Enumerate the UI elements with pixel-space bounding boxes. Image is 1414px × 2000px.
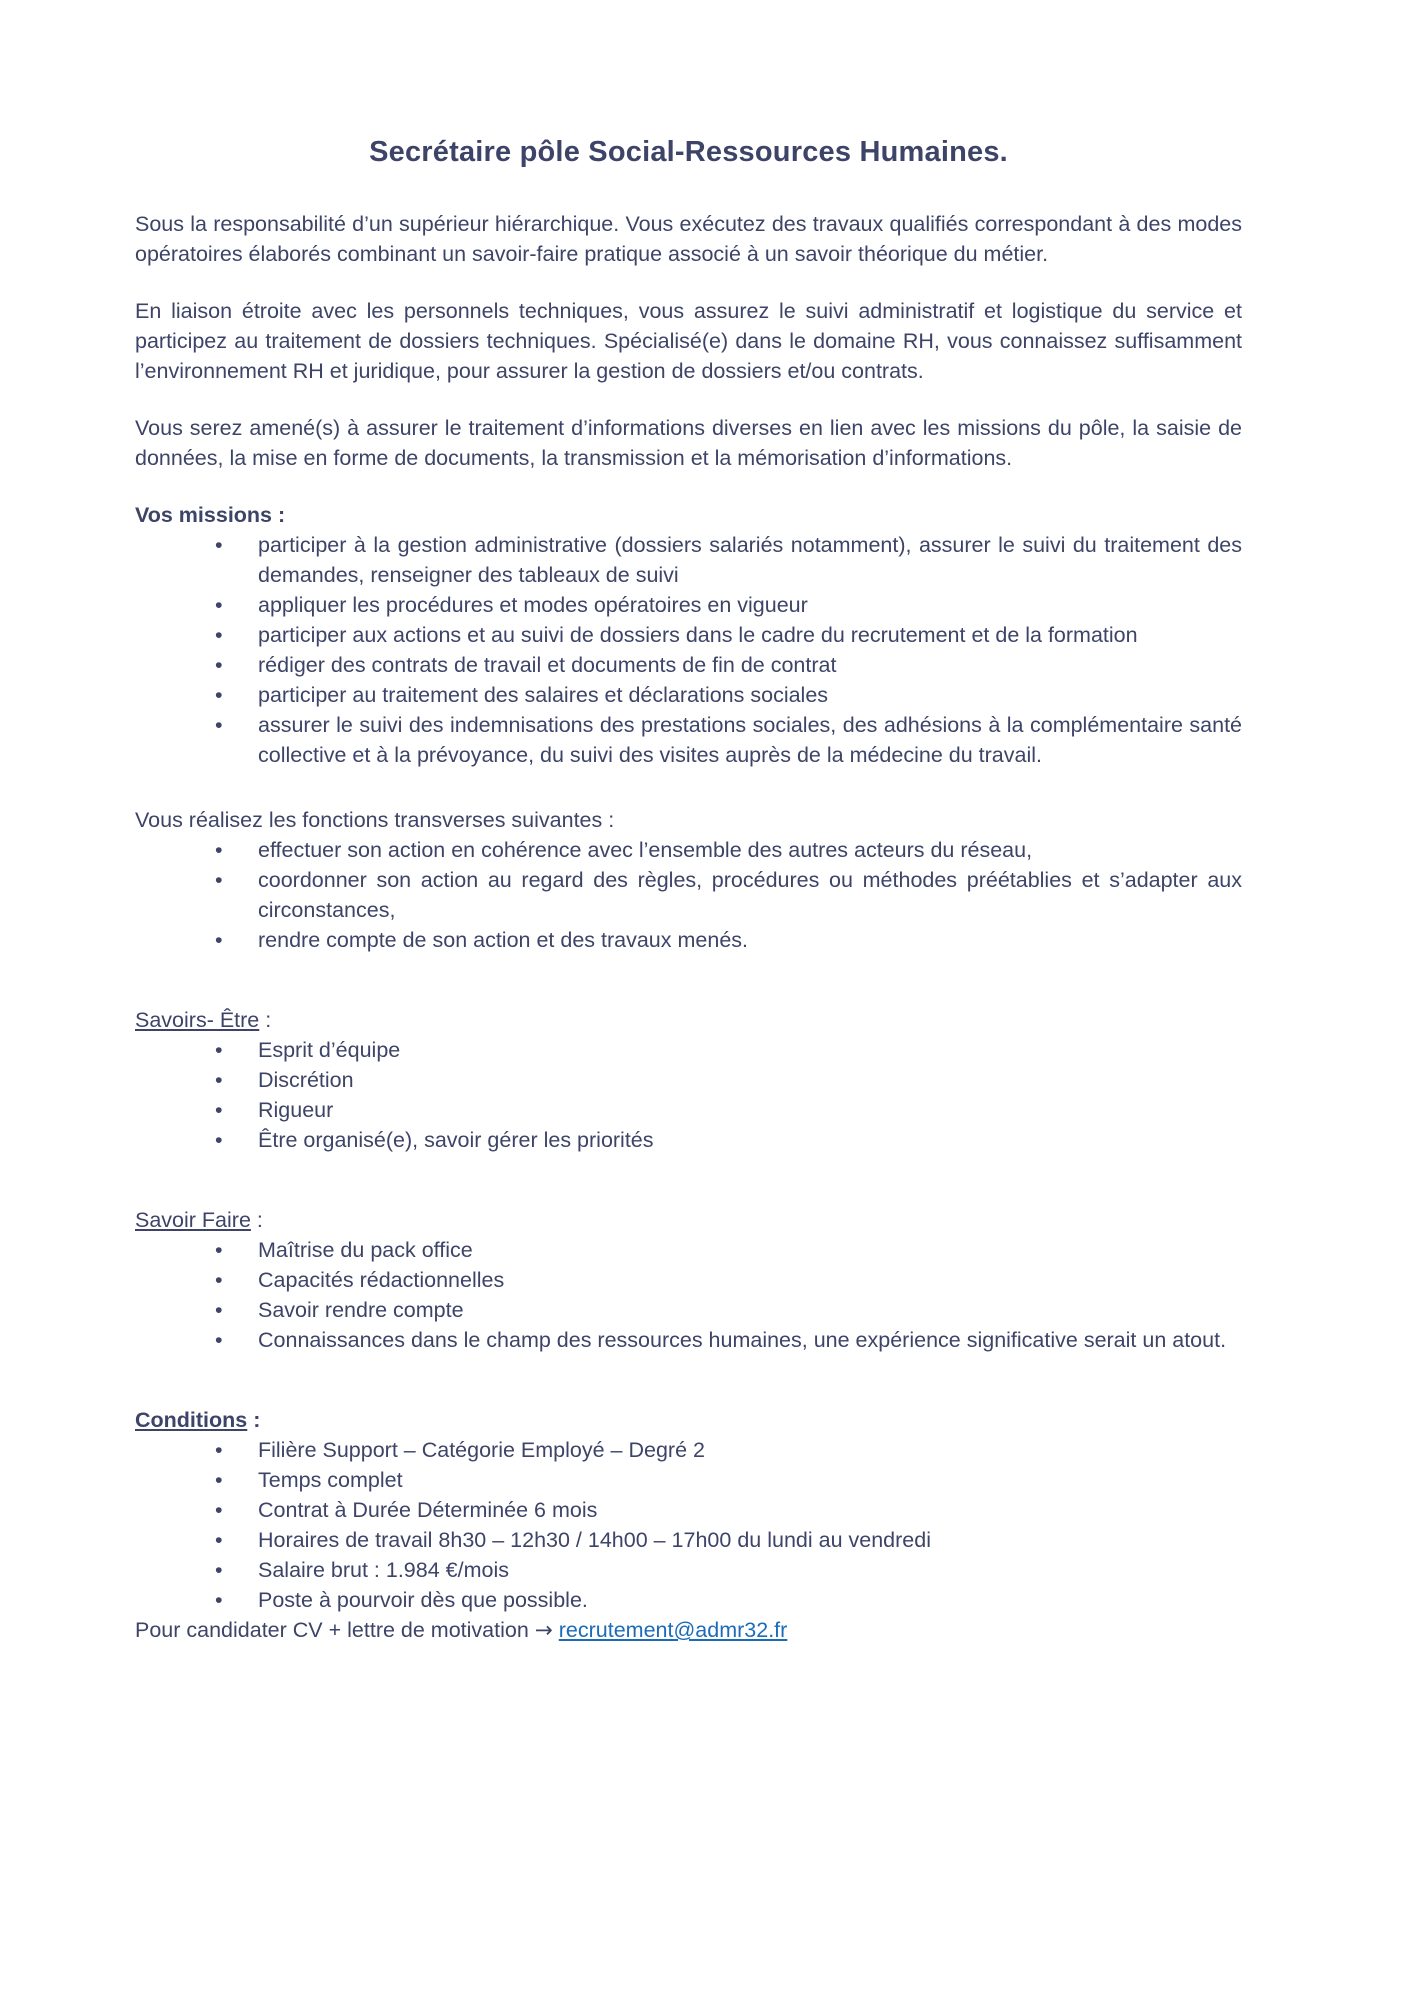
section-heading-savoirs-etre: Savoirs- Être : bbox=[135, 1008, 272, 1032]
list-item: • Salaire brut : 1.984 €/mois bbox=[135, 1555, 1242, 1585]
list-item: • Filière Support – Catégorie Employé – Degré 2 bbox=[135, 1435, 1242, 1465]
section-fonctions-transverses bbox=[135, 805, 1242, 955]
list-item: • Maîtrise du pack office bbox=[135, 1235, 1242, 1265]
list-item: • Poste à pourvoir dès que possible. bbox=[135, 1585, 1242, 1615]
section-heading-savoir-faire: Savoir Faire : bbox=[135, 1208, 263, 1232]
list-item: • Être organisé(e), savoir gérer les priorités bbox=[135, 1125, 1242, 1155]
section-heading-fonctions-transverses: Vous réalisez les fonctions transverses suivantes : bbox=[135, 808, 615, 832]
list-item: • Discrétion bbox=[135, 1065, 1242, 1095]
list-item: • rédiger des contrats de travail et documents de fin de contrat bbox=[135, 650, 1242, 680]
list-item: • Connaissances dans le champ des ressources humaines, une expérience significative serait un atout. bbox=[135, 1325, 1242, 1355]
application-instructions-text: Pour candidater CV + lettre de motivation bbox=[135, 1618, 535, 1642]
intro-paragraph-1: Sous la responsabilité d’un supérieur hiérarchique. Vous exécutez des travaux qualifiés correspondant à des modes opératoires élaborés combinant un savoir-faire pratique associé à un savoir théorique du métier. bbox=[135, 212, 1242, 266]
list-item: • appliquer les procédures et modes opératoires en vigueur bbox=[135, 590, 1242, 620]
section-savoirs-etre bbox=[135, 1005, 1242, 1155]
list-item: • Rigueur bbox=[135, 1095, 1242, 1125]
application-instructions bbox=[135, 1615, 1242, 1646]
intro-paragraph-3: Vous serez amené(s) à assurer le traitement d’informations diverses en lien avec les missions du pôle, la saisie de données, la mise en forme de documents, la transmission et la mémorisation d’informations. bbox=[135, 416, 1242, 470]
list-item: • participer au traitement des salaires et déclarations sociales bbox=[135, 680, 1242, 710]
bullet-list-conditions bbox=[135, 1435, 1242, 1615]
list-item: • assurer le suivi des indemnisations des prestations sociales, des adhésions à la complémentaire santé collective et à la prévoyance, du suivi des visites auprès de la médecine du travail. bbox=[135, 710, 1242, 770]
email-link[interactable]: recrutement@admr32.fr bbox=[558, 1618, 788, 1642]
list-item: • Horaires de travail 8h30 – 12h30 / 14h00 – 17h00 du lundi au vendredi bbox=[135, 1525, 1242, 1555]
bullet-list-vos-missions bbox=[135, 530, 1242, 770]
arrow-right-icon: → bbox=[534, 1618, 553, 1643]
section-heading-conditions: Conditions : bbox=[135, 1408, 261, 1432]
intro-paragraph-2: En liaison étroite avec les personnels techniques, vous assurez le suivi administratif et logistique du service et participez au traitement de dossiers techniques. Spécialisé(e) dans le domaine RH, vous connaissez suffisamment l’environnement RH et juridique, pour assurer la gestion de dossiers et/ou contrats. bbox=[135, 299, 1242, 383]
list-item: • Temps complet bbox=[135, 1465, 1242, 1495]
list-item: • Contrat à Durée Déterminée 6 mois bbox=[135, 1495, 1242, 1525]
section-heading-vos-missions: Vos missions : bbox=[135, 503, 286, 527]
list-item: • participer à la gestion administrative (dossiers salariés notamment), assurer le suivi du traitement des demandes, renseigner des tableaux de suivi bbox=[135, 530, 1242, 590]
page-title: Secrétaire pôle Social-Ressources Humaines. bbox=[369, 136, 1008, 168]
section-conditions bbox=[135, 1405, 1242, 1615]
list-item: • Savoir rendre compte bbox=[135, 1295, 1242, 1325]
bullet-list-savoir-faire bbox=[135, 1235, 1242, 1355]
list-item: • participer aux actions et au suivi de dossiers dans le cadre du recrutement et de la formation bbox=[135, 620, 1242, 650]
list-item: • Capacités rédactionnelles bbox=[135, 1265, 1242, 1295]
section-savoir-faire bbox=[135, 1205, 1242, 1355]
bullet-list-savoirs-etre bbox=[135, 1035, 1242, 1155]
list-item: • rendre compte de son action et des travaux menés. bbox=[135, 925, 1242, 955]
list-item: • effectuer son action en cohérence avec l’ensemble des autres acteurs du réseau, bbox=[135, 835, 1242, 865]
section-vos-missions bbox=[135, 500, 1242, 770]
list-item: • Esprit d’équipe bbox=[135, 1035, 1242, 1065]
bullet-list-fonctions-transverses bbox=[135, 835, 1242, 955]
list-item: • coordonner son action au regard des règles, procédures ou méthodes préétablies et s’adapter aux circonstances, bbox=[135, 865, 1242, 925]
